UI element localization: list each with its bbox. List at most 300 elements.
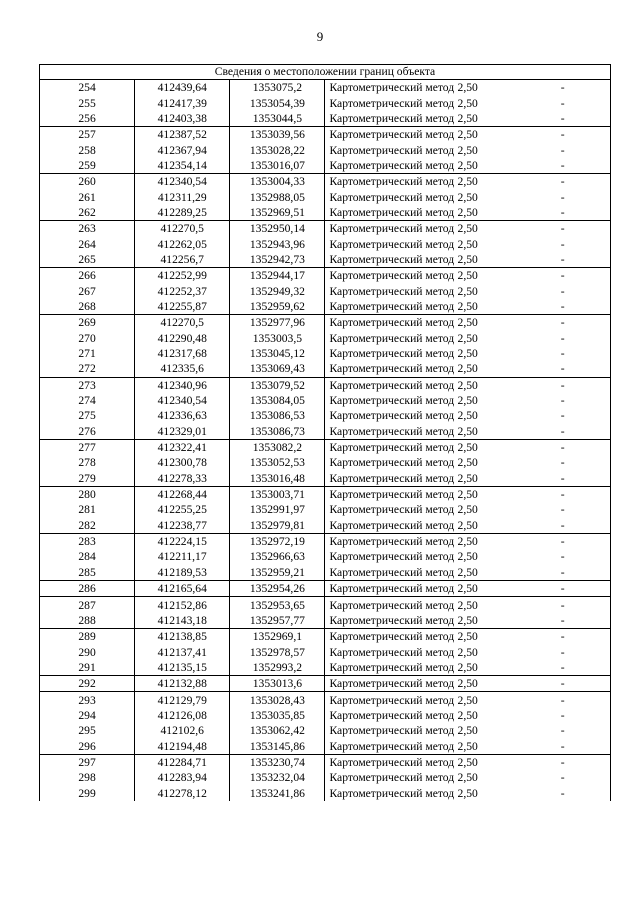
point-number-cell: 292: [40, 676, 135, 692]
table-row: [40, 221, 611, 237]
y-coordinate-cell: 1353084,05: [230, 393, 325, 408]
accuracy-cell: 2,50: [457, 190, 478, 204]
accuracy-cell: 2,50: [457, 143, 478, 157]
y-coordinate-cell: 1352969,51: [230, 205, 325, 221]
point-number-cell: 264: [40, 236, 135, 251]
y-coordinate-cell: 1353145,86: [230, 738, 325, 754]
description-cell: -: [515, 111, 610, 127]
table-row: [40, 597, 611, 613]
y-coordinate-cell: 1353028,43: [230, 692, 325, 708]
y-coordinate-cell: 1353230,74: [230, 754, 325, 770]
description-cell: -: [515, 439, 610, 455]
accuracy-cell: 2,50: [457, 503, 478, 517]
x-coordinate-cell: 412102,6: [135, 723, 230, 738]
x-coordinate-cell: 412387,52: [135, 127, 230, 143]
accuracy-cell: 2,50: [457, 111, 478, 125]
accuracy-cell: 2,50: [420, 315, 515, 331]
method-cell: Картометрический метод: [325, 174, 420, 190]
accuracy-cell: 2,50: [420, 377, 515, 393]
description-cell: -: [515, 95, 610, 110]
table-row: [40, 111, 611, 127]
point-number-cell: 276: [40, 424, 135, 440]
point-number-cell: 260: [40, 174, 135, 190]
table-row: [40, 174, 611, 190]
point-number-cell: 275: [40, 408, 135, 423]
accuracy-cell: 2,50: [457, 645, 478, 659]
description-cell: -: [515, 597, 610, 613]
table-row: [40, 346, 611, 361]
x-coordinate-cell: 412289,25: [135, 205, 230, 221]
y-coordinate-cell: 1353241,86: [230, 785, 325, 800]
table-row: [40, 549, 611, 564]
method-cell: Картометрический метод: [325, 424, 420, 440]
y-coordinate-cell: 1352977,96: [230, 315, 325, 331]
method-cell: Картометрический метод: [325, 439, 420, 455]
point-number-cell: 267: [40, 283, 135, 298]
y-coordinate-cell: 1353028,22: [230, 142, 325, 157]
point-number-cell: 284: [40, 549, 135, 564]
x-coordinate-cell: 412439,64: [135, 80, 230, 96]
description-cell: -: [515, 283, 610, 298]
description-cell: -: [515, 549, 610, 564]
description-cell: -: [515, 205, 610, 221]
method-cell: Картометрический метод: [325, 660, 420, 676]
description-cell: -: [515, 613, 610, 629]
x-coordinate-cell: 412262,05: [135, 236, 230, 251]
description-cell: -: [515, 424, 610, 440]
accuracy-cell: 2,50: [457, 284, 478, 298]
point-number-cell: 271: [40, 346, 135, 361]
point-number-cell: 298: [40, 770, 135, 785]
description-cell: -: [515, 723, 610, 738]
point-number-cell: 277: [40, 439, 135, 455]
accuracy-cell: 2,50: [457, 96, 478, 110]
table-row: [40, 676, 611, 692]
accuracy-cell: 2,50: [457, 613, 478, 627]
x-coordinate-cell: 412255,25: [135, 502, 230, 517]
method-cell: Картометрический метод: [325, 723, 420, 738]
table-row: [40, 754, 611, 770]
point-number-cell: 254: [40, 80, 135, 96]
description-cell: -: [515, 708, 610, 723]
table-row: [40, 502, 611, 517]
table-row: [40, 533, 611, 549]
y-coordinate-cell: 1353075,2: [230, 80, 325, 96]
point-number-cell: 262: [40, 205, 135, 221]
y-coordinate-cell: 1352954,26: [230, 581, 325, 597]
method-cell: Картометрический метод: [325, 158, 420, 174]
method-cell: Картометрический метод: [325, 629, 420, 645]
table-row: [40, 236, 611, 251]
point-number-cell: 268: [40, 299, 135, 315]
y-coordinate-cell: 1353004,33: [230, 174, 325, 190]
description-cell: -: [515, 518, 610, 534]
description-cell: -: [515, 189, 610, 204]
method-cell: Картометрический метод: [325, 127, 420, 143]
x-coordinate-cell: 412165,64: [135, 581, 230, 597]
accuracy-cell: 2,50: [420, 597, 515, 613]
method-cell: Картометрический метод: [325, 408, 420, 423]
table-header: Сведения о местоположении границ объекта: [40, 65, 611, 80]
accuracy-cell: 2,50: [457, 394, 478, 408]
table-row: [40, 785, 611, 800]
x-coordinate-cell: 412252,37: [135, 283, 230, 298]
method-cell: Картометрический метод: [325, 268, 420, 284]
method-cell: Картометрический метод: [325, 221, 420, 237]
table-body: [40, 80, 611, 801]
x-coordinate-cell: 412152,86: [135, 597, 230, 613]
y-coordinate-cell: 1353079,52: [230, 377, 325, 393]
table-row: [40, 142, 611, 157]
accuracy-cell: 2,50: [457, 456, 478, 470]
point-number-cell: 286: [40, 581, 135, 597]
method-cell: Картометрический метод: [325, 252, 420, 268]
y-coordinate-cell: 1352959,62: [230, 299, 325, 315]
description-cell: -: [515, 252, 610, 268]
method-cell: Картометрический метод: [325, 455, 420, 470]
description-cell: -: [515, 676, 610, 692]
table-row: [40, 738, 611, 754]
description-cell: -: [515, 221, 610, 237]
accuracy-cell: 2,50: [457, 331, 478, 345]
method-cell: Картометрический метод: [325, 770, 420, 785]
x-coordinate-cell: 412278,12: [135, 785, 230, 800]
accuracy-cell: 2,50: [457, 409, 478, 423]
y-coordinate-cell: 1352988,05: [230, 189, 325, 204]
point-number-cell: 285: [40, 565, 135, 581]
y-coordinate-cell: 1352950,14: [230, 221, 325, 237]
x-coordinate-cell: 412329,01: [135, 424, 230, 440]
description-cell: -: [515, 738, 610, 754]
x-coordinate-cell: 412311,29: [135, 189, 230, 204]
x-coordinate-cell: 412194,48: [135, 738, 230, 754]
description-cell: -: [515, 692, 610, 708]
x-coordinate-cell: 412317,68: [135, 346, 230, 361]
point-number-cell: 273: [40, 377, 135, 393]
y-coordinate-cell: 1353016,48: [230, 471, 325, 487]
method-cell: Картометрический метод: [325, 581, 420, 597]
point-number-cell: 263: [40, 221, 135, 237]
point-number-cell: 279: [40, 471, 135, 487]
y-coordinate-cell: 1353232,04: [230, 770, 325, 785]
method-cell: Картометрический метод: [325, 565, 420, 581]
method-cell: Картометрический метод: [325, 111, 420, 127]
table-row: [40, 205, 611, 221]
description-cell: -: [515, 455, 610, 470]
x-coordinate-cell: 412284,71: [135, 754, 230, 770]
accuracy-cell: 2,50: [457, 347, 478, 361]
x-coordinate-cell: 412300,78: [135, 455, 230, 470]
x-coordinate-cell: 412354,14: [135, 158, 230, 174]
y-coordinate-cell: 1352972,19: [230, 533, 325, 549]
accuracy-cell: 2,50: [457, 362, 478, 376]
accuracy-cell: 2,50: [420, 754, 515, 770]
accuracy-cell: 2,50: [457, 771, 478, 785]
table-row: [40, 708, 611, 723]
x-coordinate-cell: 412238,77: [135, 518, 230, 534]
y-coordinate-cell: 1353054,39: [230, 95, 325, 110]
x-coordinate-cell: 412367,94: [135, 142, 230, 157]
x-coordinate-cell: 412417,39: [135, 95, 230, 110]
accuracy-cell: 2,50: [457, 708, 478, 722]
description-cell: -: [515, 754, 610, 770]
description-cell: -: [515, 299, 610, 315]
description-cell: -: [515, 660, 610, 676]
y-coordinate-cell: 1353062,42: [230, 723, 325, 738]
accuracy-cell: 2,50: [457, 471, 478, 485]
method-cell: Картометрический метод: [325, 676, 420, 692]
point-number-cell: 290: [40, 644, 135, 659]
description-cell: -: [515, 393, 610, 408]
x-coordinate-cell: 412211,17: [135, 549, 230, 564]
method-cell: Картометрический метод: [325, 785, 420, 800]
point-number-cell: 281: [40, 502, 135, 517]
x-coordinate-cell: 412189,53: [135, 565, 230, 581]
accuracy-cell: 2,50: [457, 660, 478, 674]
description-cell: -: [515, 236, 610, 251]
table-row: [40, 565, 611, 581]
table-row: [40, 80, 611, 96]
y-coordinate-cell: 1353013,6: [230, 676, 325, 692]
y-coordinate-cell: 1353035,85: [230, 708, 325, 723]
table-row: [40, 471, 611, 487]
table-row: [40, 189, 611, 204]
point-number-cell: 255: [40, 95, 135, 110]
method-cell: Картометрический метод: [325, 708, 420, 723]
table-header-row: [40, 65, 611, 80]
method-cell: Картометрический метод: [325, 142, 420, 157]
method-cell: Картометрический метод: [325, 613, 420, 629]
table-row: [40, 331, 611, 346]
description-cell: -: [515, 644, 610, 659]
x-coordinate-cell: 412256,7: [135, 252, 230, 268]
accuracy-cell: 2,50: [457, 205, 478, 219]
x-coordinate-cell: 412335,6: [135, 361, 230, 377]
y-coordinate-cell: 1353045,12: [230, 346, 325, 361]
table-row: [40, 158, 611, 174]
table-row: [40, 252, 611, 268]
point-number-cell: 282: [40, 518, 135, 534]
table-row: [40, 424, 611, 440]
y-coordinate-cell: 1353003,71: [230, 486, 325, 502]
accuracy-cell: 2,50: [457, 786, 478, 800]
description-cell: -: [515, 361, 610, 377]
point-number-cell: 297: [40, 754, 135, 770]
accuracy-cell: 2,50: [457, 550, 478, 564]
method-cell: Картометрический метод: [325, 754, 420, 770]
x-coordinate-cell: 412340,54: [135, 393, 230, 408]
method-cell: Картометрический метод: [325, 692, 420, 708]
x-coordinate-cell: 412138,85: [135, 629, 230, 645]
x-coordinate-cell: 412129,79: [135, 692, 230, 708]
x-coordinate-cell: 412340,54: [135, 174, 230, 190]
point-number-cell: 272: [40, 361, 135, 377]
point-number-cell: 288: [40, 613, 135, 629]
description-cell: -: [515, 471, 610, 487]
method-cell: Картометрический метод: [325, 377, 420, 393]
table-row: [40, 95, 611, 110]
method-cell: Картометрический метод: [325, 346, 420, 361]
table-row: [40, 268, 611, 284]
point-number-cell: 295: [40, 723, 135, 738]
y-coordinate-cell: 1352979,81: [230, 518, 325, 534]
x-coordinate-cell: 412336,63: [135, 408, 230, 423]
table-row: [40, 127, 611, 143]
method-cell: Картометрический метод: [325, 502, 420, 517]
method-cell: Картометрический метод: [325, 236, 420, 251]
x-coordinate-cell: 412340,96: [135, 377, 230, 393]
x-coordinate-cell: 412137,41: [135, 644, 230, 659]
x-coordinate-cell: 412403,38: [135, 111, 230, 127]
accuracy-cell: 2,50: [457, 724, 478, 738]
method-cell: Картометрический метод: [325, 283, 420, 298]
x-coordinate-cell: 412268,44: [135, 486, 230, 502]
accuracy-cell: 2,50: [457, 424, 478, 438]
table-row: [40, 518, 611, 534]
accuracy-cell: 2,50: [457, 252, 478, 266]
table-row: [40, 660, 611, 676]
table-row: [40, 581, 611, 597]
accuracy-cell: 2,50: [420, 629, 515, 645]
table-row: [40, 455, 611, 470]
y-coordinate-cell: 1352959,21: [230, 565, 325, 581]
description-cell: -: [515, 142, 610, 157]
accuracy-cell: 2,50: [457, 739, 478, 753]
description-cell: -: [515, 408, 610, 423]
x-coordinate-cell: 412283,94: [135, 770, 230, 785]
method-cell: Картометрический метод: [325, 549, 420, 564]
point-number-cell: 283: [40, 533, 135, 549]
method-cell: Картометрический метод: [325, 205, 420, 221]
point-number-cell: 266: [40, 268, 135, 284]
method-cell: Картометрический метод: [325, 393, 420, 408]
x-coordinate-cell: 412252,99: [135, 268, 230, 284]
point-number-cell: 261: [40, 189, 135, 204]
table-row: [40, 377, 611, 393]
table-row: [40, 692, 611, 708]
x-coordinate-cell: 412290,48: [135, 331, 230, 346]
point-number-cell: 270: [40, 331, 135, 346]
point-number-cell: 269: [40, 315, 135, 331]
table-row: [40, 723, 611, 738]
description-cell: -: [515, 565, 610, 581]
x-coordinate-cell: 412224,15: [135, 533, 230, 549]
accuracy-cell: 2,50: [457, 158, 478, 172]
point-number-cell: 265: [40, 252, 135, 268]
table-row: [40, 408, 611, 423]
description-cell: -: [515, 158, 610, 174]
x-coordinate-cell: 412143,18: [135, 613, 230, 629]
accuracy-cell: 2,50: [457, 565, 478, 579]
description-cell: -: [515, 331, 610, 346]
y-coordinate-cell: 1353039,56: [230, 127, 325, 143]
table-row: [40, 629, 611, 645]
description-cell: -: [515, 80, 610, 96]
point-number-cell: 287: [40, 597, 135, 613]
point-number-cell: 296: [40, 738, 135, 754]
accuracy-cell: 2,50: [420, 581, 515, 597]
x-coordinate-cell: 412270,5: [135, 315, 230, 331]
y-coordinate-cell: 1353044,5: [230, 111, 325, 127]
description-cell: -: [515, 533, 610, 549]
point-number-cell: 294: [40, 708, 135, 723]
method-cell: Картометрический метод: [325, 518, 420, 534]
method-cell: Картометрический метод: [325, 331, 420, 346]
accuracy-cell: 2,50: [457, 81, 478, 95]
x-coordinate-cell: 412322,41: [135, 439, 230, 455]
description-cell: -: [515, 770, 610, 785]
y-coordinate-cell: 1353086,53: [230, 408, 325, 423]
description-cell: -: [515, 629, 610, 645]
y-coordinate-cell: 1353082,2: [230, 439, 325, 455]
y-coordinate-cell: 1352969,1: [230, 629, 325, 645]
accuracy-cell: 2,50: [420, 486, 515, 502]
y-coordinate-cell: 1353016,07: [230, 158, 325, 174]
point-number-cell: 289: [40, 629, 135, 645]
method-cell: Картометрический метод: [325, 471, 420, 487]
accuracy-cell: 2,50: [457, 518, 478, 532]
table-row: [40, 613, 611, 629]
point-number-cell: 256: [40, 111, 135, 127]
point-number-cell: 299: [40, 785, 135, 800]
y-coordinate-cell: 1353003,5: [230, 331, 325, 346]
description-cell: -: [515, 174, 610, 190]
accuracy-cell: 2,50: [420, 439, 515, 455]
accuracy-cell: 2,50: [420, 692, 515, 708]
accuracy-cell: 2,50: [420, 221, 515, 237]
accuracy-cell: 2,50: [457, 237, 478, 251]
description-cell: -: [515, 785, 610, 800]
method-cell: Картометрический метод: [325, 95, 420, 110]
table-row: [40, 315, 611, 331]
description-cell: -: [515, 268, 610, 284]
y-coordinate-cell: 1352942,73: [230, 252, 325, 268]
description-cell: -: [515, 502, 610, 517]
method-cell: Картометрический метод: [325, 644, 420, 659]
y-coordinate-cell: 1352953,65: [230, 597, 325, 613]
y-coordinate-cell: 1353052,53: [230, 455, 325, 470]
description-cell: -: [515, 377, 610, 393]
x-coordinate-cell: 412135,15: [135, 660, 230, 676]
y-coordinate-cell: 1353069,43: [230, 361, 325, 377]
x-coordinate-cell: 412132,88: [135, 676, 230, 692]
x-coordinate-cell: 412126,08: [135, 708, 230, 723]
y-coordinate-cell: 1352949,32: [230, 283, 325, 298]
x-coordinate-cell: 412255,87: [135, 299, 230, 315]
point-number-cell: 274: [40, 393, 135, 408]
x-coordinate-cell: 412278,33: [135, 471, 230, 487]
y-coordinate-cell: 1352966,63: [230, 549, 325, 564]
description-cell: -: [515, 315, 610, 331]
table-row: [40, 361, 611, 377]
boundary-coordinates-table: [39, 64, 611, 801]
method-cell: Картометрический метод: [325, 80, 420, 96]
accuracy-cell: 2,50: [420, 676, 515, 692]
accuracy-cell: 2,50: [420, 533, 515, 549]
accuracy-cell: 2,50: [457, 299, 478, 313]
table-row: [40, 299, 611, 315]
table-row: [40, 770, 611, 785]
y-coordinate-cell: 1352943,96: [230, 236, 325, 251]
point-number-cell: 280: [40, 486, 135, 502]
description-cell: -: [515, 581, 610, 597]
table-row: [40, 486, 611, 502]
method-cell: Картометрический метод: [325, 486, 420, 502]
table-row: [40, 393, 611, 408]
x-coordinate-cell: 412270,5: [135, 221, 230, 237]
y-coordinate-cell: 1352991,97: [230, 502, 325, 517]
page-number: 9: [316, 29, 324, 44]
